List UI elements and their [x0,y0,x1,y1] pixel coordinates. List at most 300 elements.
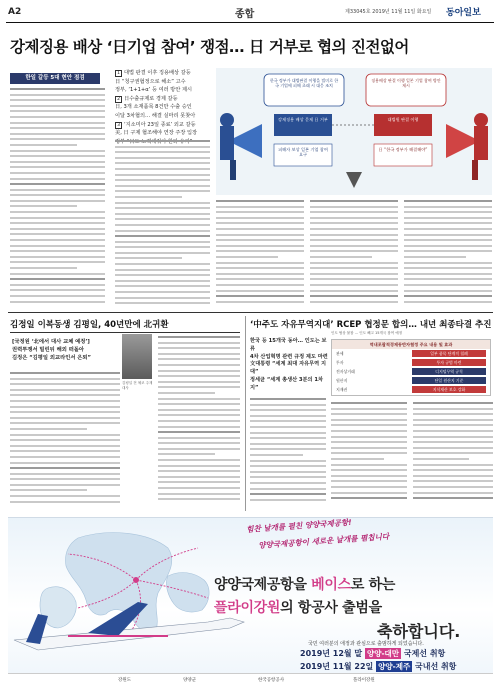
text-line [10,417,120,419]
text-line [413,464,493,466]
text-line [115,207,210,209]
text-line [10,110,105,112]
newspaper-brand: 동아일보 [446,8,481,18]
text-line [10,161,105,163]
text-line [158,420,240,422]
text-line [331,475,407,477]
text-line [10,88,105,90]
list-item: 美, 日 구제 협조해야 연장 주장 입장 [115,130,198,137]
text-line [115,224,210,226]
text-line [10,189,105,191]
text-line [158,426,240,428]
text-line [250,448,326,450]
text-line [310,239,398,241]
text-line [331,424,407,426]
text-line [250,499,326,501]
text-line [216,228,304,230]
text-line [10,228,105,230]
text-line [115,190,210,192]
text-line [158,481,240,483]
text-line [404,290,492,292]
text-line [331,458,384,460]
text-line [250,454,303,456]
text-line [158,453,215,455]
text-line [115,230,210,232]
text-line [10,428,87,430]
table-header: 역내포괄적경제동반자협정 주요 내용 및 효과 [332,340,490,349]
text-line [158,358,240,360]
text-line [216,245,304,247]
text-line [158,465,240,467]
masthead [0,0,500,22]
text-line [310,245,398,247]
article3-kicker: 인도 협상 불참 … 인도 빼고 15개국 참여 예정 [331,331,402,335]
list-item: 日, 3개 소재품목 8건만 수출 승인 [115,104,192,111]
text-line [115,218,210,220]
text-line [331,486,407,488]
text-line [115,269,210,271]
article3-body-col1 [250,398,326,508]
text-line [115,241,210,243]
text-line [10,473,120,475]
text-line [310,284,398,286]
text-line [10,261,105,263]
graphic-box-left-2: 피해자 보상 일본 기업 참여 요구 [278,147,328,158]
logo-gangwon: 강원도 [118,678,132,683]
text-line [10,116,105,118]
text-line [158,476,240,478]
text-line [413,402,493,404]
text-line [310,222,398,224]
text-line [10,478,120,480]
text-line [10,439,120,441]
text-line [10,467,120,469]
text-line [158,487,240,489]
text-line [404,301,492,303]
text-line [310,228,398,230]
column-divider [245,316,246,511]
text-line [331,430,407,432]
text-line [115,140,210,142]
text-line [404,278,492,280]
text-line [404,295,492,297]
text-line [10,233,105,235]
graphic-box-left: 강제징용 배상 문제 日 거부 [278,117,328,122]
text-line [404,211,492,213]
text-line [10,289,105,291]
article2-headline: 김정일 이복동생 김평일, 40년만에 北귀환 [10,320,169,330]
text-line [310,262,398,264]
text-line [115,162,210,164]
text-line [10,222,105,224]
text-line [331,447,407,449]
megaphone-right-icon [446,113,488,180]
photo-caption: 김평일 전 체코 주재 대사 [122,381,153,390]
text-line [158,470,240,472]
text-line [10,501,120,503]
text-line [158,409,240,411]
text-line [216,222,304,224]
article2-body-col2 [158,336,240,508]
text-line [158,498,240,500]
text-line [413,492,493,494]
text-line [413,441,493,443]
ad-sponsor-logos [8,673,493,685]
text-line [115,185,210,187]
graphic-box-right: 대법원 판결 이행 [387,117,419,122]
infographic-svg [216,68,492,195]
text-line [10,301,105,303]
text-line [10,155,105,157]
table-cell: 투자 규범 마련 [412,359,486,366]
text-line [413,497,493,499]
text-line [216,278,304,280]
text-line [216,267,304,269]
article3-body-col3 [413,402,493,508]
text-line [216,295,304,297]
text-line [115,252,210,254]
text-line [10,495,120,497]
logo-yangyang: 양양군 [183,678,197,683]
text-line [310,290,398,292]
table-row: 지재권 [336,387,348,392]
article3-headline: ‘中주도 자유무역지대’ RCEP 협정문 합의… 내년 최종타결 추진 [250,320,492,330]
text-line [158,336,240,338]
article2-rule [10,332,240,333]
text-line [10,295,105,297]
list-item: 3 ‘지소미아 23일 종료’ 외교 갈등 [115,122,207,130]
ad-schedule-2: 2019년 11월 22일 양양-제주 국내선 취항 [300,662,457,671]
text-line [10,200,105,202]
text-line [331,469,407,471]
text-line [158,370,240,372]
kim-pyong-il-photo [122,334,152,379]
text-line [10,217,105,219]
table-row: 원산지 [336,378,348,383]
key-points-list [115,70,207,147]
ad-tagline-1: 힘찬 날개를 펼친 양양국제공항! [246,517,352,534]
flyGangwon-advertisement [8,517,493,685]
text-line [10,389,120,391]
table-cell: 지식재산 보호 강화 [412,386,486,393]
text-line [115,146,210,148]
text-line [404,273,492,275]
article1-body-col5 [404,200,492,308]
text-line [331,480,407,482]
text-line [250,415,326,417]
text-line [310,273,398,275]
text-line [404,245,492,247]
text-line [10,273,105,275]
text-line [413,452,493,454]
text-line [158,375,240,377]
sidebar-title: 한일 갈등 5대 현안 점검 [10,73,100,84]
text-line [115,179,210,181]
text-line [216,250,304,252]
text-line [158,459,240,461]
text-line [310,211,398,213]
text-line [413,424,493,426]
text-line [158,353,240,355]
text-line [158,347,240,349]
text-line [10,105,105,107]
text-line [216,290,304,292]
text-line [115,263,210,265]
text-line [216,206,304,208]
issue-meta: 제33045호 2019년 11월 11일 화요일 [345,9,432,15]
text-line [413,430,493,432]
graphic-box-right-2: 日 “한국 정부가 해결해야” [378,147,428,152]
text-line [10,250,105,252]
text-line [216,234,304,236]
text-line [310,250,398,252]
logo-kac: 한국공항공사 [258,678,285,683]
text-line [10,456,120,458]
text-line [331,408,407,410]
article1-body-col2 [115,140,210,308]
list-item: 日 “청구권협정으로 해소” 고수 [115,78,186,85]
text-line [10,133,105,135]
text-line [10,127,105,129]
text-line [216,262,304,264]
speech-bubble-right: 징용배상 판결 이행 일본 기업 참여 방안 제시 [371,78,441,88]
text-line [10,450,120,452]
text-line [115,297,210,299]
text-line [10,194,105,196]
text-line [10,138,105,140]
text-line [250,443,326,445]
text-line [331,497,407,499]
text-line [250,420,326,422]
text-line [158,398,240,400]
text-line [310,217,398,219]
text-line [115,285,210,287]
text-line [10,445,120,447]
text-line [250,482,326,484]
text-line [10,462,120,464]
rcep-summary-table [331,339,491,396]
text-line [404,239,492,241]
masthead-rule [6,22,494,23]
text-line [310,278,398,280]
table-cell: 디지털무역 규칙 [412,368,486,375]
text-line [404,267,492,269]
text-line [115,302,210,304]
ad-tagline-2: 양양국제공항이 새로운 날개를 펼칩니다 [258,531,390,550]
text-line [404,200,492,202]
list-item: 이달 3차협의… 해결 실마리 못찾아 [115,112,196,119]
text-line [413,419,493,421]
text-line [10,422,120,424]
text-line [10,172,105,174]
text-line [331,413,407,415]
text-line [158,442,240,444]
text-line [115,213,210,215]
text-line [310,301,398,303]
table-row: 투자 [336,360,344,365]
text-line [115,151,210,153]
text-line [10,372,120,374]
text-line [10,239,105,241]
article1-body-col1 [10,88,105,308]
text-line [250,404,326,406]
text-line [10,150,105,152]
text-line [216,200,304,202]
text-line [115,196,182,198]
text-line [115,274,210,276]
text-line [10,211,105,213]
text-line [404,284,492,286]
article1-body-col3 [216,200,304,308]
text-line [310,234,398,236]
text-line [413,413,493,415]
text-line [158,431,240,433]
list-item: 2 日수출규제로 경제 갈등 [115,96,207,104]
text-line [10,122,105,124]
text-line [216,217,304,219]
list-item: 정부, ‘1+1+α’ 등 여러 방안 제시 [115,87,193,94]
text-line [216,211,304,213]
text-line [216,239,304,241]
text-line [10,94,105,96]
ad-headline-2: 플라이강원의 항공사 출범을 [214,600,382,616]
article2-subheads: [국정원 ‘北에서 대사 교체 예정’] 권력투쟁서 밀린뒤 해외 떠돌아 김정은 “김평일 외교라인서 은퇴” [12,339,92,361]
table-cell: 단일 원산지 기준 [412,377,486,384]
table-row: 전자상거래 [336,369,355,374]
main-headline: 강제징용 배상 ‘日기업 참여’ 쟁점… 日 거부로 협의 진전없어 [10,38,409,56]
text-line [10,434,120,436]
text-line [216,301,304,303]
text-line [10,394,120,396]
text-line [10,178,105,180]
text-line [10,484,120,486]
ad-headline-3: 축하합니다. [377,622,461,641]
text-line [310,295,398,297]
speech-bubble-left: 한국 정부가 대법판결 이행을 빌미로 한국 기업에 피해 초래 시 대응 조치 [269,78,339,88]
text-line [10,256,105,258]
text-line [10,183,105,185]
text-line [158,392,215,394]
text-line [10,400,120,402]
text-line [413,486,493,488]
article2-body-col1 [10,372,120,508]
ad-headline-1: 양양국제공항을 베이스로 하는 [214,577,396,593]
text-line [250,398,326,400]
text-line [331,452,407,454]
text-line [331,464,407,466]
text-line [413,458,469,460]
text-line [413,408,493,410]
table-row: 관세 [336,351,344,356]
text-line [115,168,210,170]
text-line [158,364,240,366]
text-line [404,250,492,252]
ad-schedule-1: 2019년 12월 말 양양-대만 국제선 취항 [300,649,446,658]
text-line [250,465,326,467]
text-line [158,414,240,416]
section-divider [8,312,493,313]
text-line [310,267,398,269]
section-name: 종합 [235,9,255,20]
megaphone-left-icon [220,113,262,180]
text-line [10,245,105,247]
text-line [250,493,326,495]
text-line [310,200,398,202]
text-line [10,411,120,413]
ad-subline: 국민 여러분의 애정과 관심으로 출범하게 되었습니다. [308,641,424,647]
conflict-infographic [216,68,492,195]
text-line [10,284,105,286]
text-line [404,222,492,224]
text-line [404,228,492,230]
article3-body-col2 [331,402,407,508]
text-line [115,235,210,237]
text-line [10,383,120,385]
text-line [413,475,493,477]
text-line [413,436,493,438]
text-line [158,493,240,495]
page-number: A2 [8,7,22,17]
text-line [413,447,493,449]
logo-flygangwon: 플라이강원 [353,678,375,683]
article3-subheads: 한국 등 15개국 동아… 인도는 보류 4차 산업혁명 관련 규정 제도 마련 文대통령 “세계 최대 자유무역 지대” 정세균 “세계 총생산 3분의 1차지” [250,338,328,391]
text-line [310,206,398,208]
text-line [115,202,210,204]
text-line [413,480,493,482]
text-line [404,234,492,236]
text-line [10,406,120,408]
list-item: 1 대법 판결 이후 징용배상 갈등 [115,70,207,78]
text-line [216,256,278,258]
text-line [331,436,407,438]
text-line [250,409,326,411]
text-line [331,441,407,443]
text-line [250,432,326,434]
text-line [413,469,493,471]
text-line [115,280,210,282]
text-line [10,267,77,269]
article1-body-col4 [310,200,398,308]
text-line [250,460,326,462]
text-line [158,386,240,388]
text-line [331,402,407,404]
text-line [158,403,240,405]
text-line [404,206,492,208]
text-line [10,205,77,207]
text-line [10,489,87,491]
text-line [115,174,210,176]
text-line [10,378,120,380]
text-line [250,437,326,439]
text-line [216,273,304,275]
text-line [115,291,210,293]
text-line [404,262,492,264]
text-line [158,381,240,383]
text-line [158,448,240,450]
text-line [158,342,240,344]
text-line [115,157,210,159]
text-line [404,217,492,219]
text-line [115,257,182,259]
text-line [10,144,77,146]
text-line [10,166,105,168]
text-line [216,284,304,286]
table-cell: 일부 품목 단계적 철폐 [412,350,486,357]
text-line [331,419,407,421]
text-line [10,278,105,280]
text-line [250,476,326,478]
text-line [331,492,407,494]
